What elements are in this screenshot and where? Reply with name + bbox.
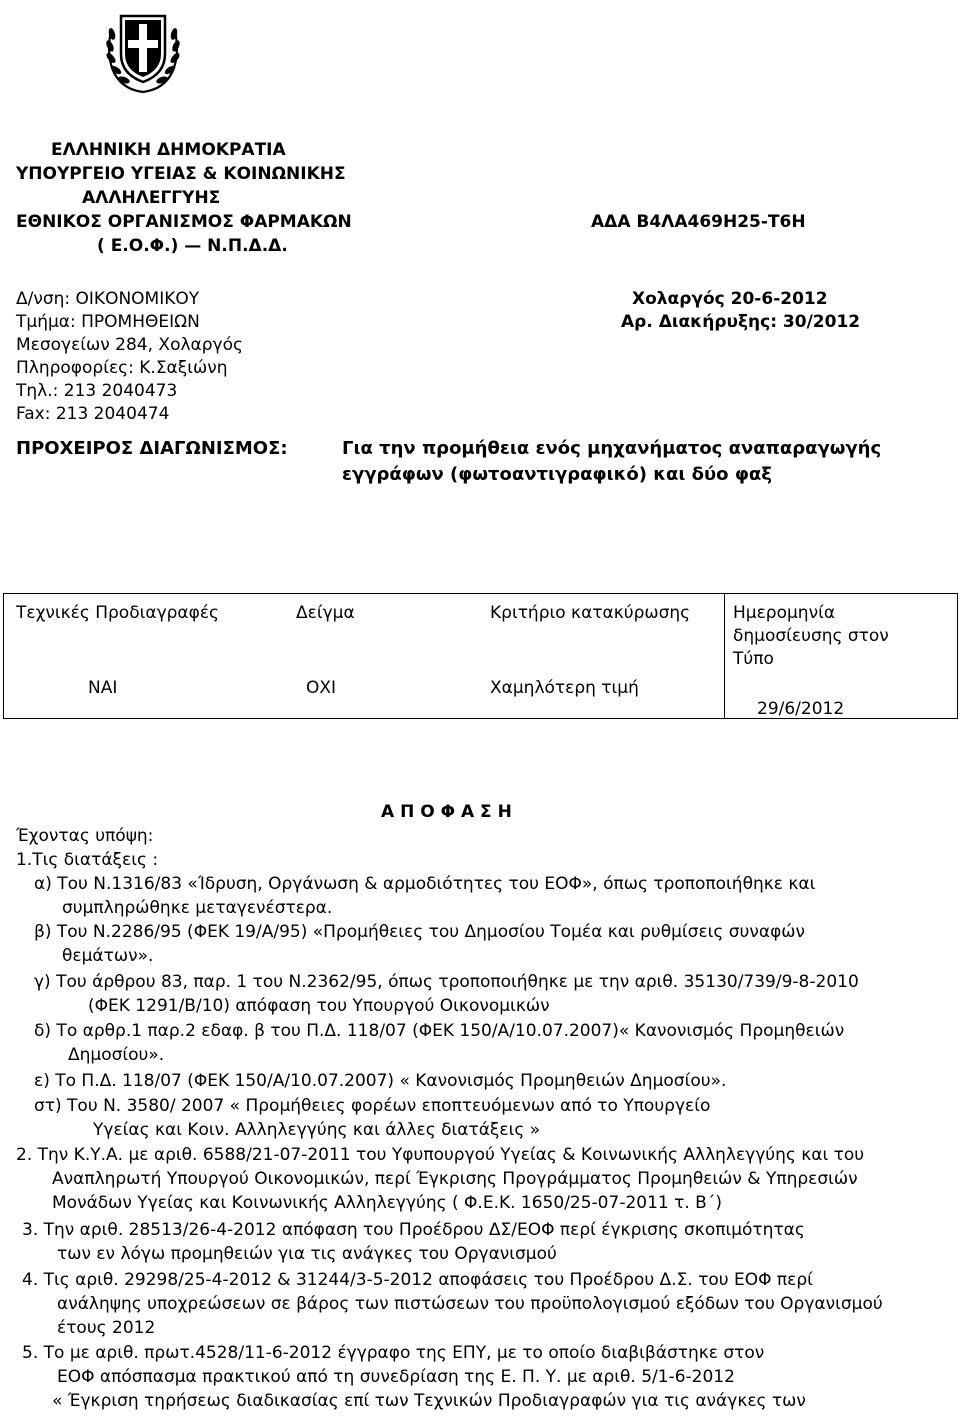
item-5: 5. Το με αριθ. πρωτ.4528/11-6-2012 έγγραφο της ΕΠΥ, με το οποίο διαβιβάστηκε στον <box>22 1343 765 1363</box>
agency-abbrev: ( Ε.Ο.Φ.) — Ν.Π.Δ.Δ. <box>97 236 288 256</box>
subject-line-2: εγγράφων (φωτοαντιγραφικό) και δύο φαξ <box>342 464 772 485</box>
item-1a: α) Του Ν.1316/83 «Ίδρυση, Οργάνωση & αρμοδιότητες του ΕΟΦ», όπως τροποποιήθηκε και <box>34 874 816 894</box>
address: Μεσογείων 284, Χολαργός <box>16 335 243 355</box>
item-1d-cont: Δημοσίου». <box>68 1045 165 1065</box>
header-publication-date-1: Ημερομηνία <box>733 603 836 623</box>
item-5-cont-1: ΕΟΦ απόσπασμα πρακτικού από τη συνεδρίαση της Ε. Π. Υ. με αριθ. 5/1-6-2012 <box>57 1367 735 1387</box>
value-award-criterion: Χαμηλότερη τιμή <box>490 678 639 698</box>
item-4-cont-2: έτους 2012 <box>57 1318 156 1338</box>
subject-line-1: Για την προμήθεια ενός μηχανήματος αναπαραγωγής <box>342 438 882 459</box>
item-1c: γ) Του άρθρου 83, παρ. 1 του Ν.2362/95, όπως τροποποιήθηκε με την αριθ. 35130/739/9-8-2010 <box>34 972 859 992</box>
ada-number: ΑΔΑ Β4ΛΑ469Η25-Τ6Η <box>591 212 806 232</box>
org-name: ΕΛΛΗΝΙΚΗ ΔΗΜΟΚΡΑΤΙΑ <box>51 140 286 160</box>
directorate: Δ/νση: ΟΙΚΟΝΟΜΙΚΟΥ <box>16 289 200 309</box>
ministry-name-cont: ΑΛΛΗΛΕΓΓΥΗΣ <box>82 188 221 208</box>
item-1f: στ) Του Ν. 3580/ 2007 « Προμήθειες φορέων εποπτευόμενων από το Υπουργείο <box>34 1096 711 1116</box>
item-1d: δ) Το αρθρ.1 παρ.2 εδαφ. β του Π.Δ. 118/07 (ΦΕΚ 150/Α/10.07.2007)« Κανονισμός Προμηθειών <box>34 1021 845 1041</box>
subject-label: ΠΡΟΧΕΙΡΟΣ ΔΙΑΓΩΝΙΣΜΟΣ: <box>16 438 288 459</box>
agency-name: ΕΘΝΙΚΟΣ ΟΡΓΑΝΙΣΜΟΣ ΦΑΡΜΑΚΩΝ <box>16 212 352 232</box>
item-1e: ε) Το Π.Δ. 118/07 (ΦΕΚ 150/Α/10.07.2007) « Κανονισμός Προμηθειών Δημοσίου». <box>34 1071 727 1091</box>
item-4: 4. Τις αριθ. 29298/25-4-2012 & 31244/3-5-2012 αποφάσεις του Προέδρου Δ.Σ. του ΕΟΦ περί <box>22 1270 813 1290</box>
item-2-cont-1: Αναπληρωτή Υπουργού Οικονομικών, περί Έγκρισης Προγράμματος Προμηθειών & Υπηρεσιών <box>52 1169 858 1189</box>
decision-title: Α Π Ο Φ Α Σ Η <box>381 802 512 822</box>
item-1: 1.Τις διατάξεις : <box>16 850 159 870</box>
greek-emblem-icon <box>103 2 183 98</box>
contact-person: Πληροφορίες: Κ.Σαξιώνη <box>16 358 228 378</box>
header-tech-specs: Τεχνικές Προδιαγραφές <box>16 603 220 623</box>
section: Τμήμα: ΠΡΟΜΗΘΕΙΩΝ <box>16 312 200 332</box>
item-5-cont-2: « Έγκριση τηρήσεως διαδικασίας επί των Τεχνικών Προδιαγραφών για τις ανάγκες των <box>52 1391 806 1411</box>
value-sample: ΟΧΙ <box>306 678 337 698</box>
item-1f-cont: Υγείας και Κοιν. Αλληλεγγύης και άλλες διατάξεις » <box>93 1120 541 1140</box>
item-1c-cont: (ΦΕΚ 1291/Β/10) απόφαση του Υπουργού Οικονομικών <box>88 996 550 1016</box>
fax: Fax: 213 2040474 <box>16 404 170 424</box>
ministry-name: ΥΠΟΥΡΓΕΙΟ ΥΓΕΙΑΣ & ΚΟΙΝΩΝΙΚΗΣ <box>16 164 346 184</box>
value-tech-specs: ΝΑΙ <box>88 678 118 698</box>
value-publication-date: 29/6/2012 <box>757 699 845 719</box>
header-sample: Δείγμα <box>296 603 355 623</box>
item-4-cont-1: ανάληψης υποχρεώσεων σε βάρος των πιστώσεων του προϋπολογισμού εξόδων του Οργανισμού <box>57 1294 883 1314</box>
header-award-criterion: Κριτήριο κατακύρωσης <box>490 603 691 623</box>
item-2-cont-2: Μονάδων Υγείας και Κοινωνικής Αλληλεγγύης ( Φ.Ε.Κ. 1650/25-07-2011 τ. Β΄) <box>52 1193 722 1213</box>
header-publication-date-3: Τύπο <box>733 649 774 669</box>
item-1b-cont: θεμάτων». <box>62 946 154 966</box>
item-3-cont: των εν λόγω προμηθειών για τις ανάγκες του Οργανισμού <box>57 1244 557 1264</box>
header-publication-date-2: δημοσίευσης στον <box>733 626 889 646</box>
proclamation-number: Αρ. Διακήρυξης: 30/2012 <box>621 312 861 332</box>
item-3: 3. Την αριθ. 28513/26-4-2012 απόφαση του Προέδρου ΔΣ/ΕΟΦ περί έγκρισης σκοπιμότητας <box>22 1220 805 1240</box>
item-1b: β) Του Ν.2286/95 (ΦΕΚ 19/Α/95) «Προμήθειες του Δημοσίου Τομέα και ρυθμίσεις συναφών <box>34 922 806 942</box>
given-heading: Έχοντας υπόψη: <box>16 826 154 846</box>
place-date: Χολαργός 20-6-2012 <box>632 289 828 309</box>
telephone: Τηλ.: 213 2040473 <box>16 381 178 401</box>
table-divider <box>724 594 725 718</box>
item-2: 2. Την Κ.Υ.Α. με αριθ. 6588/21-07-2011 του Υφυπουργού Υγείας & Κοινωνικής Αλληλεγγύης και του <box>16 1145 865 1165</box>
item-1a-cont: συμπληρώθηκε μεταγενέστερα. <box>62 898 333 918</box>
